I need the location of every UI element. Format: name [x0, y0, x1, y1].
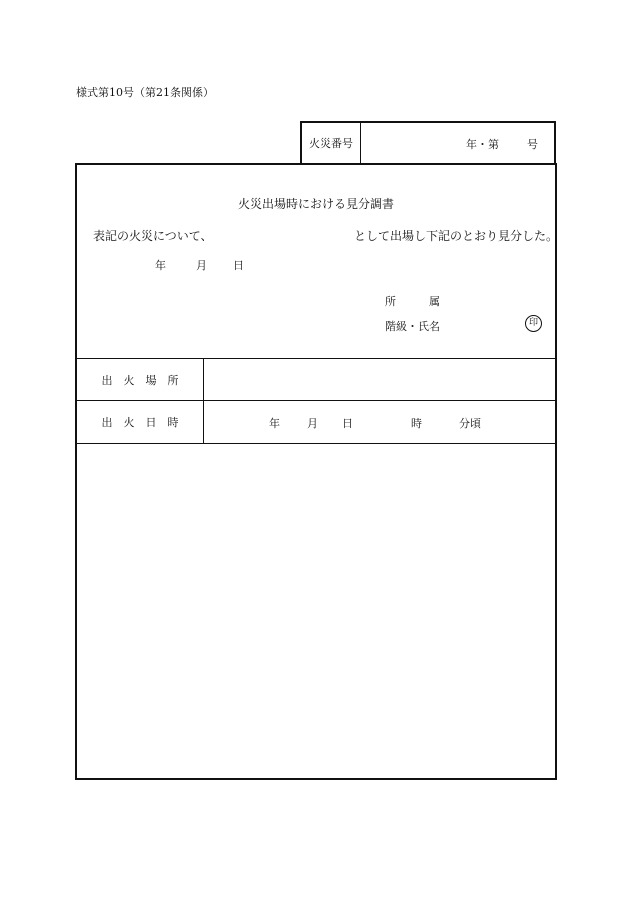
- intro-text-left: 表記の火災について、: [93, 229, 213, 243]
- report-body: [75, 163, 557, 780]
- report-date[interactable]: [155, 257, 244, 273]
- fire-datetime-label: 出 火 日 時: [77, 401, 204, 443]
- fire-number-suffix: 号: [527, 138, 538, 151]
- fire-datetime-hour: 時: [411, 417, 422, 430]
- fire-datetime-year: 年: [269, 417, 280, 430]
- report-date-day: 日: [233, 259, 244, 272]
- fire-location-label: 出 火 場 所: [77, 359, 204, 401]
- fire-datetime-row: [77, 400, 555, 444]
- report-date-month: 月: [196, 259, 207, 272]
- fire-number-label: 火災番号: [302, 123, 361, 163]
- fire-number-value[interactable]: [466, 136, 538, 152]
- affiliation-label: 所 属: [385, 295, 440, 308]
- fire-number-separator: ・第: [477, 138, 499, 151]
- fire-datetime-field[interactable]: [204, 401, 555, 443]
- form-number: 様式第10号（第21条関係）: [76, 86, 214, 99]
- document-title: 火災出場時における見分調書: [237, 197, 394, 211]
- report-date-year: 年: [155, 259, 166, 272]
- fire-datetime-day: 日: [342, 417, 353, 430]
- fire-datetime-month: 月: [307, 417, 318, 430]
- rank-name-label: 階級・氏名: [385, 320, 440, 333]
- fire-number-year: 年: [466, 138, 477, 151]
- intro-text-right: として出場し下記のとおり見分した。: [354, 229, 559, 243]
- seal-mark: 印: [525, 315, 542, 332]
- fire-location-row: [77, 358, 555, 401]
- fire-location-field[interactable]: [204, 359, 555, 401]
- fire-datetime-minute: 分頃: [459, 417, 481, 430]
- fire-number-box: [300, 121, 556, 163]
